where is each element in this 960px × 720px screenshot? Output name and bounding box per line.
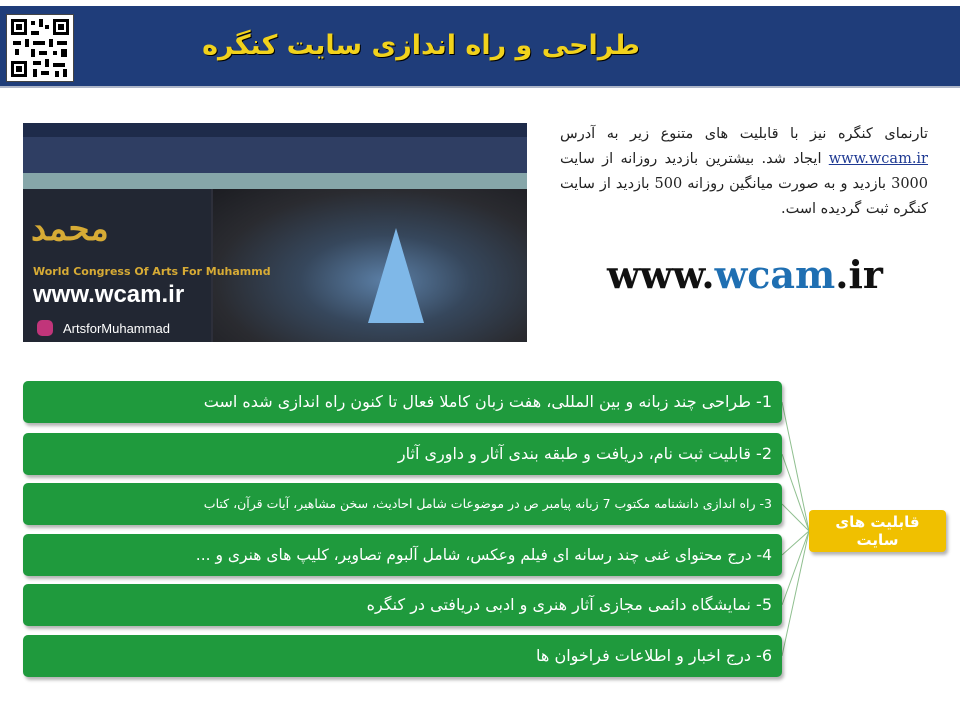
header-divider	[0, 86, 960, 88]
side-url: www.wcam.ir	[33, 281, 185, 308]
feature-item-1: 1- طراحی چند زبانه و بین المللی، هفت زبان کاملا فعال تا کنون راه اندازی شده است	[23, 381, 782, 423]
badge-line2: سایت	[856, 531, 899, 549]
description-link[interactable]: www.wcam.ir	[828, 151, 928, 167]
screenshot-navbar	[23, 173, 527, 189]
page-title: طراحی و راه اندازی سایت کنگره	[202, 30, 640, 61]
feature-item-2: 2- قابلیت ثبت نام، دریافت و طبقه بندی آثار و داوری آثار	[23, 433, 782, 475]
description-part1: تارنمای کنگره نیز با قابلیت های متنوع زیر به آدرس	[560, 126, 928, 142]
description-part2: ایجاد شد. بیشترین بازدید روزانه از سایت 3000 بازدید و به صورت میانگین روزانه 500 بازدید از سایت کنگره ثبت گردیده است.	[560, 151, 928, 217]
website-screenshot	[23, 123, 527, 342]
url-prefix: www.	[607, 252, 715, 297]
side-instagram: ArtsforMuhammad	[63, 321, 170, 336]
feature-item-5: 5- نمایشگاه دائمی مجازی آثار هنری و ادبی دریافتی در کنگره	[23, 584, 782, 626]
badge-line1: قابلیت های	[835, 513, 920, 531]
url-main: wcam	[714, 252, 836, 297]
side-logo: محمد	[31, 209, 109, 249]
feature-item-4: 4- درج محتوای غنی چند رسانه ای فیلم وعکس، شامل آلبوم تصاویر، کلیپ های هنری و ...	[23, 534, 782, 576]
qr-code-icon	[6, 14, 74, 82]
feature-item-6: 6- درج اخبار و اطلاعات فراخوان ها	[23, 635, 782, 677]
instagram-icon	[37, 320, 53, 336]
url-suffix: .ir	[835, 252, 883, 297]
crystal-image	[368, 228, 424, 323]
description-paragraph	[560, 122, 928, 222]
site-features-badge	[809, 510, 946, 552]
screenshot-topbar	[23, 123, 527, 137]
screenshot-header	[23, 137, 527, 173]
big-url	[585, 252, 905, 297]
side-world-congress: World Congress Of Arts For Muhammd	[33, 265, 271, 278]
feature-item-3: 3- راه اندازی دانشنامه مکتوب 7 زبانه پیامبر ص در موضوعات شامل احادیث، سخن مشاهیر، آیات قرآن، کتاب	[23, 483, 782, 525]
header	[0, 0, 960, 88]
